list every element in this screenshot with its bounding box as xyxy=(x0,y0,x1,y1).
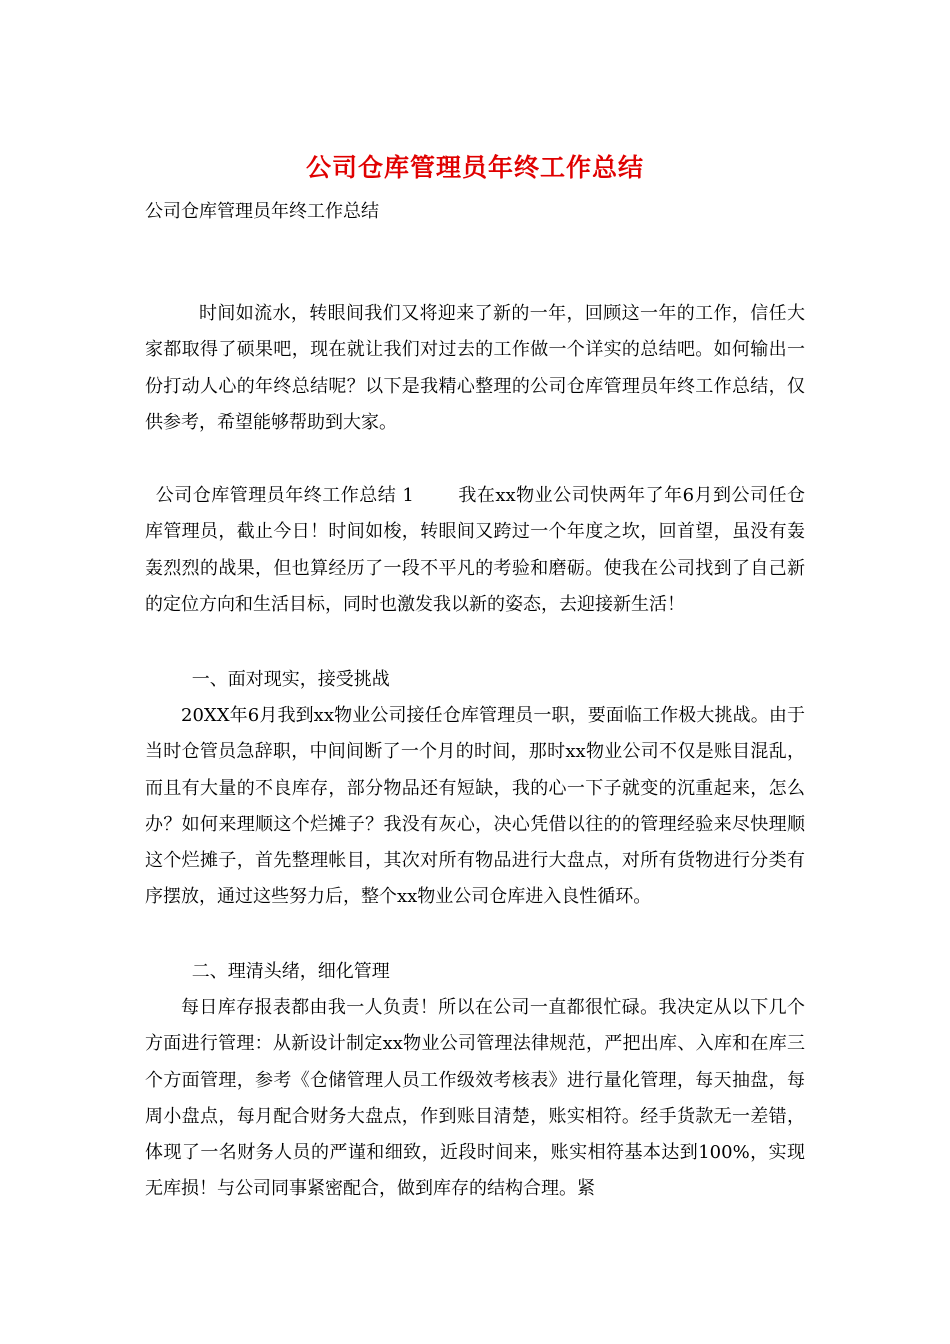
intro-paragraph: 时间如流水，转眼间我们又将迎来了新的一年，回顾这一年的工作，信任大家都取得了硕果吧，现在就让我们对过去的工作做一个详实的总结吧。如何输出一份打动人心的年终总结呢？以下是我精心整理的公司仓库管理员年终工作总结，仅供参考，希望能够帮助到大家。 xyxy=(145,303,805,433)
heading-two: 二、理清头绪，细化管理 xyxy=(191,961,390,982)
document-title: 公司仓库管理员年终工作总结 xyxy=(305,153,644,182)
paragraph-two: 每日库存报表都由我一人负责！所以在公司一直都很忙碌。我决定从以下几个方面进行管理：从新设计制定xx物业公司管理法律规范，严把出库、入库和在库三个方面管理，参考《仓储管理人员工作级效考核表》进行量化管理，每天抽盘，每周小盘点，每月配合财务大盘点，作到账目清楚，账实相符。经手货款无一差错，体现了一名财务人员的严谨和细致，近段时间来，账实相符基本达到100%，实现无库损！与公司同事紧密配合，做到库存的结构合理。紧 xyxy=(145,997,805,1200)
section-1-paragraph xyxy=(145,478,805,623)
document-subtitle: 公司仓库管理员年终工作总结 xyxy=(145,201,379,222)
paragraph-one: 20XX年6月我到xx物业公司接任仓库管理员一职，要面临工作极大挑战。由于当时仓管员急辞职，中间间断了一个月的时间，那时xx物业公司不仅是账目混乱，而且有大量的不良库存，部分物品还有短缺，我的心一下子就变的沉重起来，怎么办？如何来理顺这个烂摊子？我没有灰心，决心凭借以往的的管理经验来尽快理顺这个烂摊子，首先整理帐目，其次对所有物品进行大盘点，对所有货物进行分类有序摆放，通过这些努力后，整个xx物业公司仓库进入良性循环。 xyxy=(145,705,805,908)
heading-one: 一、面对现实，接受挑战 xyxy=(191,669,390,690)
section-1-label: 公司仓库管理员年终工作总结 1 xyxy=(155,485,414,506)
section-1-text: 我在xx物业公司快两年了年6月到公司任仓库管理员，截止今日！时间如梭，转眼间又跨过一个年度之坎，回首望，虽没有轰轰烈烈的战果，但也算经历了一段不平凡的考验和磨砺。使我在公司找到了自己新的定位方向和生活目标，同时也激发我以新的姿态，去迎接新生活！ xyxy=(145,485,805,615)
